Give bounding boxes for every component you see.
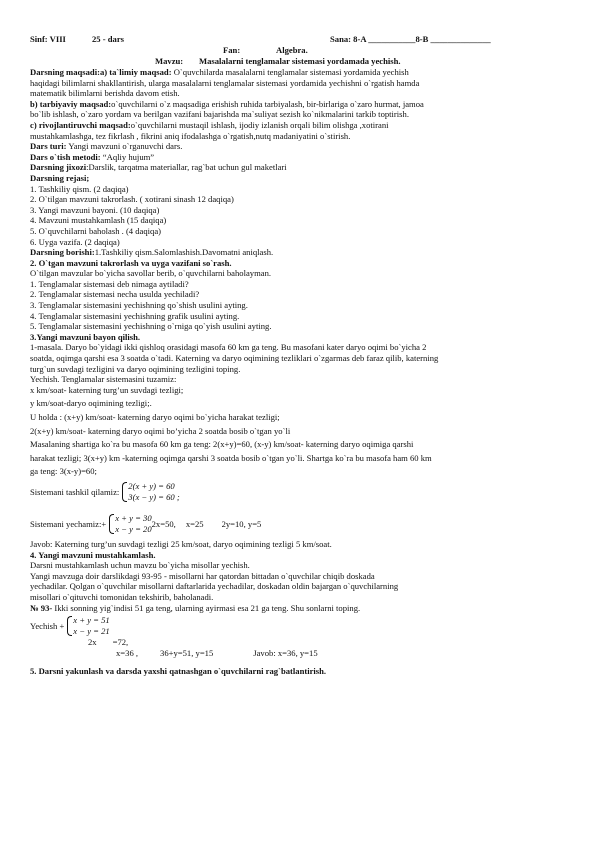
equation: x + y = 51 [73,615,110,626]
problem-text: soatda, oqimga qarshi esa 3 soatda o`tadi. Katerning va daryo oqimining tezliklari o`zgarmas deb faraz qilib, katerning [30,353,439,364]
goal-a-label: Darsning maqsadi:a) ta`limiy maqsad: [30,67,172,77]
solution-step: x=25 [185,518,204,529]
solution-step: 2x [88,637,97,648]
lesson-progress [30,247,570,258]
plan-item: 3. Yangi mavzuni bayoni. (10 daqiqa) [30,204,160,215]
exercise-solution-label: Yechish + [30,620,65,631]
exercise-step-2 [30,648,570,659]
section-4-title: 4. Yangi mavzuni mustahkamlash. [30,549,156,560]
solution-step: 2y=10, y=5 [221,518,262,529]
topic-row [30,56,570,67]
section-5-title: 5. Darsni yakunlash va darsda yaxshi qatnashgan o`quvchilarni rag`batlantirish. [30,666,327,677]
lesson-progress-label: Darsning borishi: [30,247,95,258]
section-3-title: 3.Yangi mavzuni bayon qilish. [30,331,141,342]
topic-label: Mavzu: [155,56,184,66]
goal-b [30,99,570,110]
goal-c [30,120,570,131]
question-item: 4. Tenglamalar sistemasini yechishning grafik usulini ayting. [30,310,240,321]
lesson-number: 25 - dars [92,34,124,44]
lesson-equipment-label: Darsning jixozi [30,162,87,173]
section-4-text: misollari o`qituvchi tomonidan tekshirib, baholanadi. [30,591,214,602]
system-setup [30,481,570,503]
system-solution-label: Sistemani yechamiz:+ [30,518,107,529]
equation: x + y = 30 [115,512,152,523]
solution-text: Yechish. Tenglamalar sistemasini tuzamiz: [30,374,177,385]
solution-text: x km/soat- katerning turg’un suvdagi tezligi; [30,384,184,395]
equation: x − y = 20 [115,523,152,534]
section-4-text: Yangi mavzuga doir darslikdagi 93-95 - misollarni har qatordan bittadan o`quvchilar chiqib doskada [30,570,375,581]
goal-a [30,67,570,78]
equation: x − y = 21 [73,626,110,637]
goal-c-text: o`quvchilarni mustaqil ishlash, ijodiy izlanish orqali bilim olishga ,xotirani [130,119,389,130]
plan-item: 1. Tashkiliy qism. (2 daqiqa) [30,183,129,194]
lesson-plan-page [30,34,570,677]
solution-text: U holda : (x+y) km/soat- katerning daryo oqimi bo`yicha harakat tezligi; [30,412,280,422]
exercise-93 [30,603,570,614]
goal-a-text-3: matematik bilimlarni berishda davom etish. [30,88,180,99]
plan-list [30,184,570,248]
equation-system [121,481,179,503]
goal-b-text-2: bo`lib ishlash, o`zaro yordam va berilgan vazifani bajarishda ma`suliyat sezish ko`nikmalarini tarkib toptirish. [30,109,409,120]
question-item: 3. Tenglamalar sistemasini yechishning qo`shish usulini ayting. [30,300,248,311]
subject-label: Fan: [223,45,241,55]
section-2-intro: O`tilgan mavzular bo`yicha savollar berib, o`quvchilarni baholayman. [30,268,272,279]
class-label: Sinf: VIII [30,34,66,44]
solution-text: harakat tezligi; 3(x+y) km -katerning oqimga qarshi 3 soatda bosib o`tgan yo`li. Shartga ko`ra bu masofa ham 60 km [30,452,432,463]
solution-step: 2x=50, [151,518,176,529]
solution-text: 2(x+y) km/soat- katerning daryo oqimi bo’yicha 2 soatda bosib o`tgan yo`li [30,425,291,436]
lesson-type [30,141,570,152]
problem-text: turg`un suvdagi tezligini va daryo oqimining tezligini toping. [30,363,241,374]
lesson-method [30,152,570,163]
equation-system [66,615,109,637]
header-row [30,34,570,45]
exercise-answer: Javob: x=36, y=15 [253,647,318,658]
question-item: 1. Tenglamalar sistemasi deb nimaga aytiladi? [30,278,189,289]
topic-value: Masalalarni tenglamalar sistemasi yordamada yechish. [199,56,401,66]
question-item: 5. Tenglamalar sistemasini yechishning o`rniga qo`yish usulini ayting. [30,321,272,332]
plan-item: 6. Uyga vazifa. (2 daqiqa) [30,236,120,247]
plan-item: 2. O`tilgan mavzuni takrorlash. ( xotirani sinash 12 daqiqa) [30,194,234,205]
solution-step: 36+y=51, y=15 [160,647,214,658]
system-solution [30,513,570,535]
solution-step: =72, [112,637,129,648]
section-4-text: Darsni mustahkamlash uchun mavzu bo`yicha misollar yechish. [30,560,250,571]
exercise-solution [30,615,570,637]
goal-c-text-2: mustahkamlashga, tez fikrlash , fikrini aniq ifodalashga o`rgatish,nutq madaniyatini o`stirish. [30,130,351,141]
problem-text: 1-masala. Daryo bo`yidagi ikki qishloq orasidagi masofa 60 km ga teng. Bu masofani kater daryo oqimi bo`yicha 2 [30,342,427,353]
question-list [30,279,570,332]
plan-item: 5. O`quvchilarni baholash . (4 daqiqa) [30,225,162,236]
goal-a-text: O`quvchilarda masalalarni tenglamalar sistemasi yordamida yechish [171,67,409,77]
lesson-progress-text: 1.Tashkiliy qism.Salomlashish.Davomatni aniqlash. [94,247,274,258]
equation: 2(x + y) = 60 [128,480,175,491]
section-2-title: 2. O`tgan mavzuni takrorlash va uyga vazifani so`rash. [30,257,232,268]
plan-heading: Darsning rejasi; [30,172,90,183]
solution-step: x=36 , [116,647,139,658]
exercise-step-1 [30,637,570,648]
solution-text: y km/soat-daryo oqimining tezligi;. [30,398,152,409]
plan-item: 4. Mavzuni mustahkamlash (15 daqiqa) [30,215,167,226]
exercise-number: № 93- [30,602,53,613]
goal-b-label: b) tarbiyaviy maqsad: [30,98,112,109]
subject-value: Algebra. [276,45,308,55]
goal-c-label: c) rivojlantiruvchi maqsad: [30,119,131,130]
exercise-text: Ikki sonning yig`indisi 51 ga teng, ularning ayirmasi esa 21 ga teng. Shu sonlarni toping. [52,602,361,613]
lesson-type-value: Yangi mavzuni o`rganuvchi dars. [66,141,183,152]
goal-a-text-2: haqidagi bilimlarni shakllantirish, ularga masalalarni tenglamalar sistemasi yordamida yechishni o`rgatish hamda [30,77,420,88]
equation-system [108,513,151,535]
section-4-text: yechadilar. Qolgan o`quvchilar misollarni daftarlarida yechadilar, doskadan oldin bajargan o`quvchilarning [30,581,399,592]
lesson-type-label: Dars turi: [30,141,67,152]
lesson-method-label: Dars o`tish metodi: [30,151,101,162]
equation: 3(x − y) = 60 ; [128,491,180,502]
solution-text: Masalaning shartiga ko`ra bu masofa 60 km ga teng: 2(x+y)=60, (x-y) km/soat- katerning daryo oqimiga qarshi [30,439,414,450]
question-item: 2. Tenglamalar sistemasi necha usulda yechiladi? [30,289,200,300]
lesson-equipment-value: :Darslik, tarqatma materiallar, rag`bat uchun gul maketlari [86,162,287,173]
lesson-equipment [30,162,570,173]
goal-b-text: o`quvchilarni o`z maqsadiga erishish ruhida tarbiyalash, bir-birlariga o`zaro hurmat, jamoa [111,98,424,109]
system-setup-label: Sistemani tashkil qilamiz: [30,486,120,497]
subject-row [30,45,570,56]
solution-text: ga teng: 3(x-y)=60; [30,466,97,477]
lesson-method-value: “Aqliy hujum” [100,151,155,162]
answer-text: Javob: Katerning turg’un suvdagi tezligi 25 km/soat, daryo oqimining tezligi 5 km/soat. [30,538,332,549]
date-field: Sana: 8-A ___________8-B ______________ [330,34,491,44]
